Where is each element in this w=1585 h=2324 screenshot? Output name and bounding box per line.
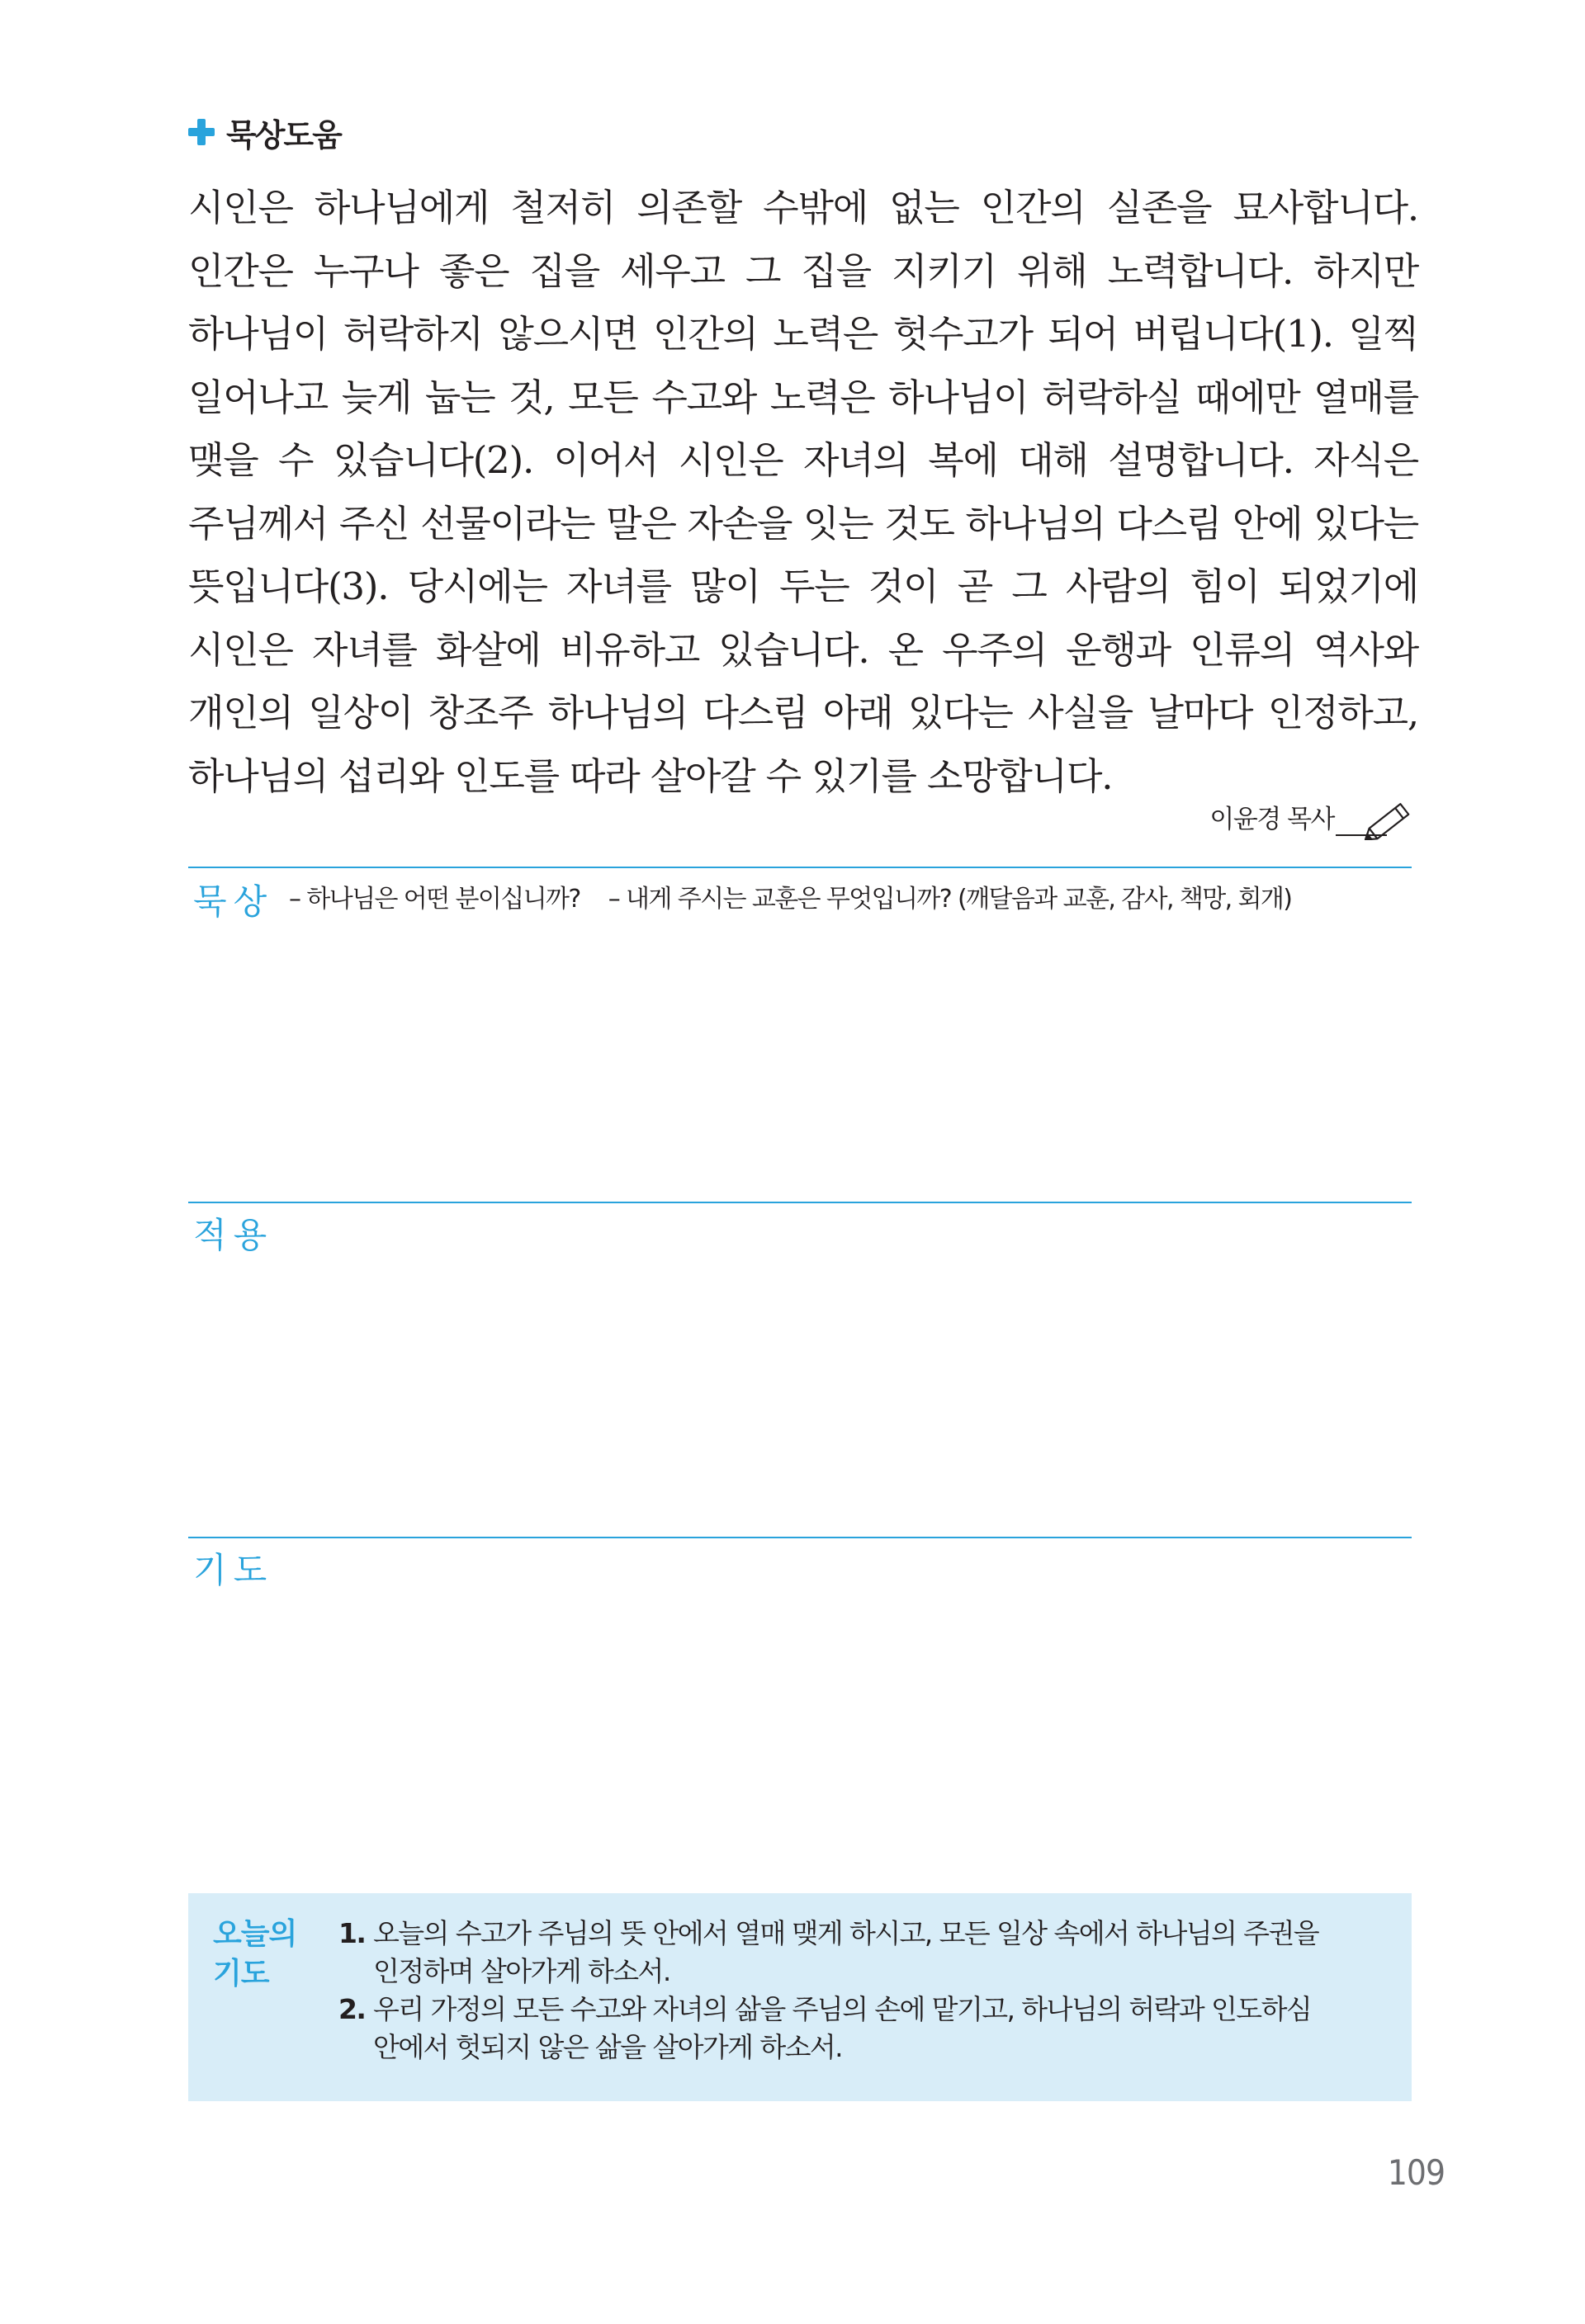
- meditation-writing-area[interactable]: [188, 916, 1412, 1197]
- prayer-item-text: 우리 가정의 모든 수고와 자녀의 삶을 주님의 손에 맡기고, 하나님의 허락과 인도하심 안에서 헛되지 않은 삶을 살아가게 하소서.: [373, 1993, 1312, 2063]
- meditation-help-paragraph: 시인은 하나님에게 철저히 의존할 수밖에 없는 인간의 실존을 묘사합니다. 인간은 누구나 좋은 집을 세우고 그 집을 지키기 위해 노력합니다. 하지만 하나님이 허락하지 않으시면 인간의 노력은 헛수고가 되어 버립니다(1). 일찍 일어나고 늦게 눕는 것, 모든 수고와 노력은 하나님이 허락하실 때에만 열매를 맺을 수 있습니다(2). 이어서 시인은 자녀의 복에 대해 설명합니다. 자식은 주님께서 주신 선물이라는 말은 자손을 잇는 것도 하나님의 다스림 안에 있다는 뜻입니다(3). 당시에는 자녀를 많이 두는 것이 곧 그 사람의 힘이 되었기에 시인은 자녀를 화살에 비유하고 있습니다. 온 우주의 운행과 인류의 역사와 개인의 일상이 창조주 하나님의 다스림 아래 있다는 사실을 날마다 인정하고, 하나님의 섭리와 인도를 따라 살아갈 수 있기를 소망합니다.: [188, 186, 1418, 798]
- todays-prayer-list: [338, 1915, 1387, 2067]
- author-signature: [1156, 782, 1418, 840]
- meditation-hint: [289, 878, 1291, 914]
- plus-icon: [188, 119, 215, 145]
- prayer-item-number: 2.: [338, 1993, 366, 2025]
- prayer-item: [338, 1915, 1387, 1991]
- application-label: 적용: [193, 1215, 274, 1255]
- meditation-label: 묵상: [193, 881, 274, 922]
- todays-prayer-label-line-1: 오늘의: [213, 1917, 297, 1951]
- prayer-item: [338, 1991, 1387, 2067]
- meditation-divider: [188, 867, 1412, 868]
- meditation-help-header: [188, 111, 341, 154]
- prayer-item-text: 오늘의 수고가 주님의 뜻 안에서 열매 맺게 하시고, 모든 일상 속에서 하나님의 주권을 인정하며 살아가게 하소서.: [373, 1917, 1319, 1987]
- prayer-item-number: 1.: [338, 1917, 366, 1949]
- page-number: 109: [1387, 2152, 1445, 2193]
- application-divider: [188, 1202, 1412, 1203]
- prayer-writing-area[interactable]: [188, 1589, 1412, 1878]
- prayer-divider: [188, 1537, 1412, 1538]
- author-name: 이윤경 목사: [1209, 805, 1334, 834]
- todays-prayer-label: [213, 1915, 296, 1994]
- todays-prayer-label-line-2: 기도: [213, 1957, 269, 1991]
- prayer-label: 기도: [193, 1550, 274, 1590]
- meditation-hint-2: – 내게 주시는 교훈은 무엇입니까? (깨달음과 교훈, 감사, 책망, 회개): [608, 885, 1292, 914]
- application-writing-area[interactable]: [188, 1254, 1412, 1532]
- meditation-help-title: 묵상도움: [226, 116, 341, 154]
- meditation-hint-1: – 하나님은 어떤 분이십니까?: [289, 885, 580, 914]
- pencil-icon: [1336, 789, 1418, 840]
- todays-prayer-box: [188, 1893, 1412, 2101]
